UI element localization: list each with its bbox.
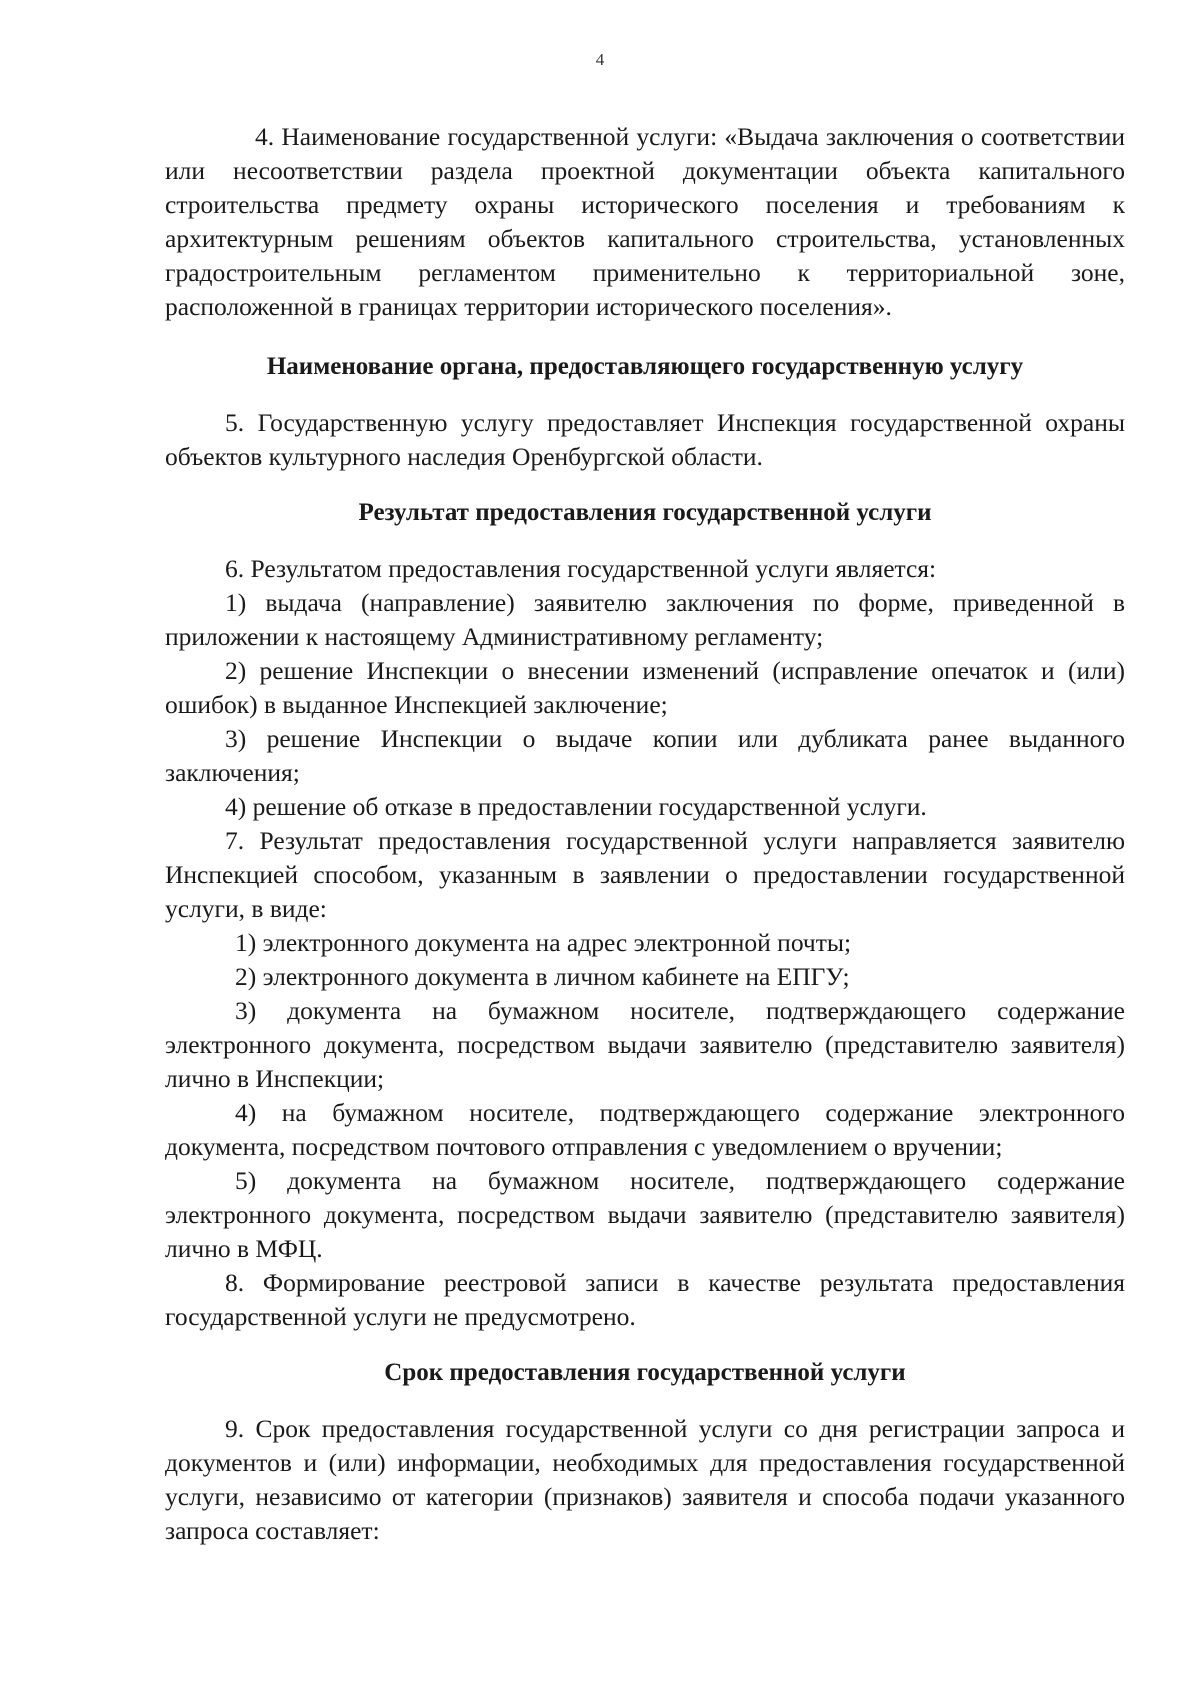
paragraph: 6. Результатом предоставления государственной услуги является: (225, 554, 937, 583)
paragraph: 7. Результат предоставления государственной услуги направляется заявителю Инспекцией способом, указанным в заявлении о предоставлении государственной услуги, в виде: (165, 826, 1125, 923)
paragraph: 3) решение Инспекции о выдаче копии или дубликата ранее выданного заключения; (165, 724, 1125, 787)
section-heading: Наименование органа, предоставляющего государственную услугу (266, 353, 1024, 380)
paragraph: 2) решение Инспекции о внесении изменений (исправление опечаток и (или) ошибок) в выданное Инспекцией заключение; (165, 656, 1125, 719)
paragraph: 8. Формирование реестровой записи в качестве результата предоставления государственной услуги не предусмотрено. (165, 1268, 1125, 1331)
page-number: 4 (595, 50, 605, 69)
document-body (165, 120, 1125, 1548)
paragraph: 9. Срок предоставления государственной услуги со дня регистрации запроса и документов и (или) информации, необходимых для предоставления государственной услуги, независимо от категории (признаков) заявителя и способа подачи указанного запроса составляет: (165, 1414, 1125, 1545)
paragraph: 5. Государственную услугу предоставляет Инспекция государственной охраны объектов культурного наследия Оренбургской области. (165, 408, 1125, 471)
paragraph: 4) на бумажном носителе, подтверждающего содержание электронного документа, посредством почтового отправления с уведомлением о вручении; (165, 1098, 1125, 1161)
paragraph: 1) выдача (направление) заявителю заключения по форме, приведенной в приложении к настоящему Административному регламенту; (165, 588, 1125, 651)
paragraph: 3) документа на бумажном носителе, подтверждающего содержание электронного документа, посредством выдачи заявителю (представителю заявителя) лично в Инспекции; (165, 996, 1125, 1093)
section-heading: Срок предоставления государственной услуги (384, 1359, 906, 1386)
paragraph: 4) решение об отказе в предоставлении государственной услуги. (225, 792, 927, 821)
paragraph: 1) электронного документа на адрес электронной почты; (235, 928, 852, 957)
section-heading: Результат предоставления государственной услуги (358, 499, 932, 526)
paragraph: 4. Наименование государственной услуги: «Выдача заключения о соответствии или несоответствии раздела проектной документации объекта капитального строительства предмету охраны исторического поселения и требованиям к архитектурным решениям объектов капитального строительства, установленных градостроительным регламентом применительно к территориальной зоне, расположенной в границах территории исторического поселения». (165, 122, 1125, 321)
paragraph: 5) документа на бумажном носителе, подтверждающего содержание электронного документа, посредством выдачи заявителю (представителю заявителя) лично в МФЦ. (165, 1166, 1125, 1263)
paragraph: 2) электронного документа в личном кабинете на ЕПГУ; (235, 962, 850, 991)
